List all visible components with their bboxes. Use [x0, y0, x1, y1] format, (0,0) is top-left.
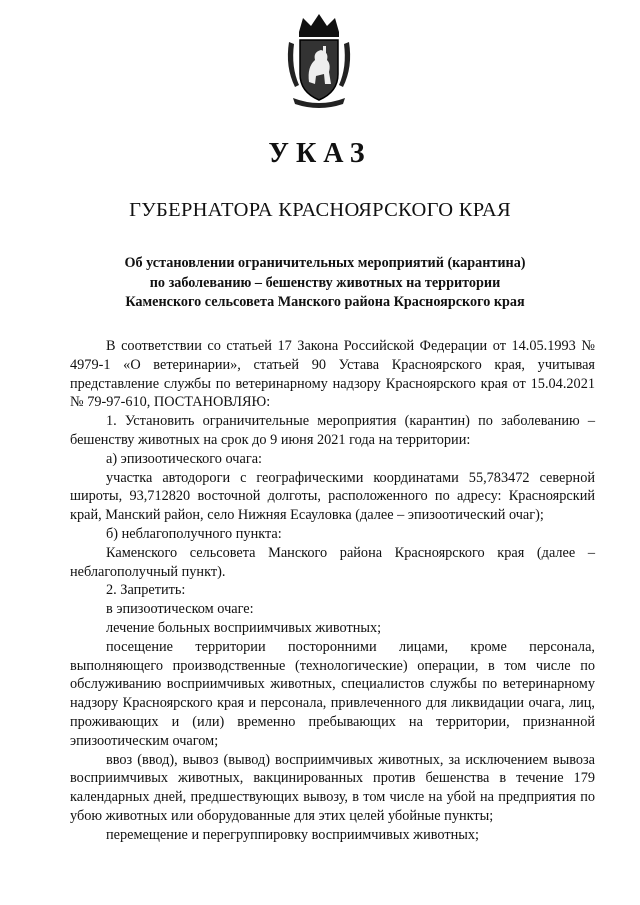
body-paragraph: участка автодороги с географическими координатами 55,783472 северной широты, 93,712820 восточной долготы, расположенного по адресу: Красноярский край, Манский район, село Нижняя Есауловка (далее – эпизоотический очаг); [70, 469, 595, 524]
body-paragraph: Каменского сельсовета Манского района Красноярского края (далее – неблагополучный пункт). [70, 544, 595, 580]
body-paragraph: 2. Запретить: [106, 582, 186, 599]
body-paragraph: 1. Установить ограничительные мероприятия (карантин) по заболеванию – бешенству животных на срок до 9 июня 2021 года на территории: [70, 413, 595, 448]
document-body [70, 337, 595, 845]
body-paragraph: лечение больных восприимчивых животных; [106, 619, 382, 636]
document-subtitle: ГУБЕРНАТОРА КРАСНОЯРСКОГО КРАЯ [129, 199, 511, 221]
body-paragraph: В соответствии со статьей 17 Закона Российской Федерации от 14.05.1993 № 4979-1 «О ветеринарии», статьей 90 Устава Красноярского края, учитывая представление службы по ветеринарному надзору Красноярского края от 15.04.2021 № 79-97-610, ПОСТАНОВЛЯЮ: [70, 338, 595, 411]
document-title: УКАЗ [268, 138, 372, 169]
body-paragraph: а) эпизоотического очага: [106, 450, 263, 467]
document-heading [80, 254, 570, 313]
body-paragraph: в эпизоотическом очаге: [106, 601, 254, 618]
heading-line: по заболеванию – бешенству животных на территории [149, 274, 501, 291]
body-paragraph: перемещение и перегруппировку восприимчивых животных; [106, 826, 479, 843]
body-paragraph: посещение территории посторонними лицами, кроме персонала, выполняющего производственные (технологические) операции, в том числе по обслуживанию восприимчивых животных, специалистов службы по ветеринарному надзору Красноярского края и персонала, привлеченного для ликвидации очага, лиц, проживающих и (или) временно пребывающих на территории, признанной эпизоотическим очагом; [70, 638, 595, 749]
heading-line: Об установлении ограничительных мероприятий (карантина) [124, 255, 526, 271]
heading-line: Каменского сельсовета Манского района Красноярского края [125, 294, 525, 310]
body-paragraph: б) неблагополучного пункта: [106, 525, 282, 542]
body-paragraph: ввоз (ввод), вывоз (вывод) восприимчивых животных, за исключением вывоза восприимчивых животных, вакцинированных против бешенства в течение 179 календарных дней, предшествующих вывозу, в том числе на убой на предприятия по убою животных или оборудованные для этих целей убойные пункты; [70, 751, 595, 824]
coat-of-arms-emblem [285, 12, 353, 112]
